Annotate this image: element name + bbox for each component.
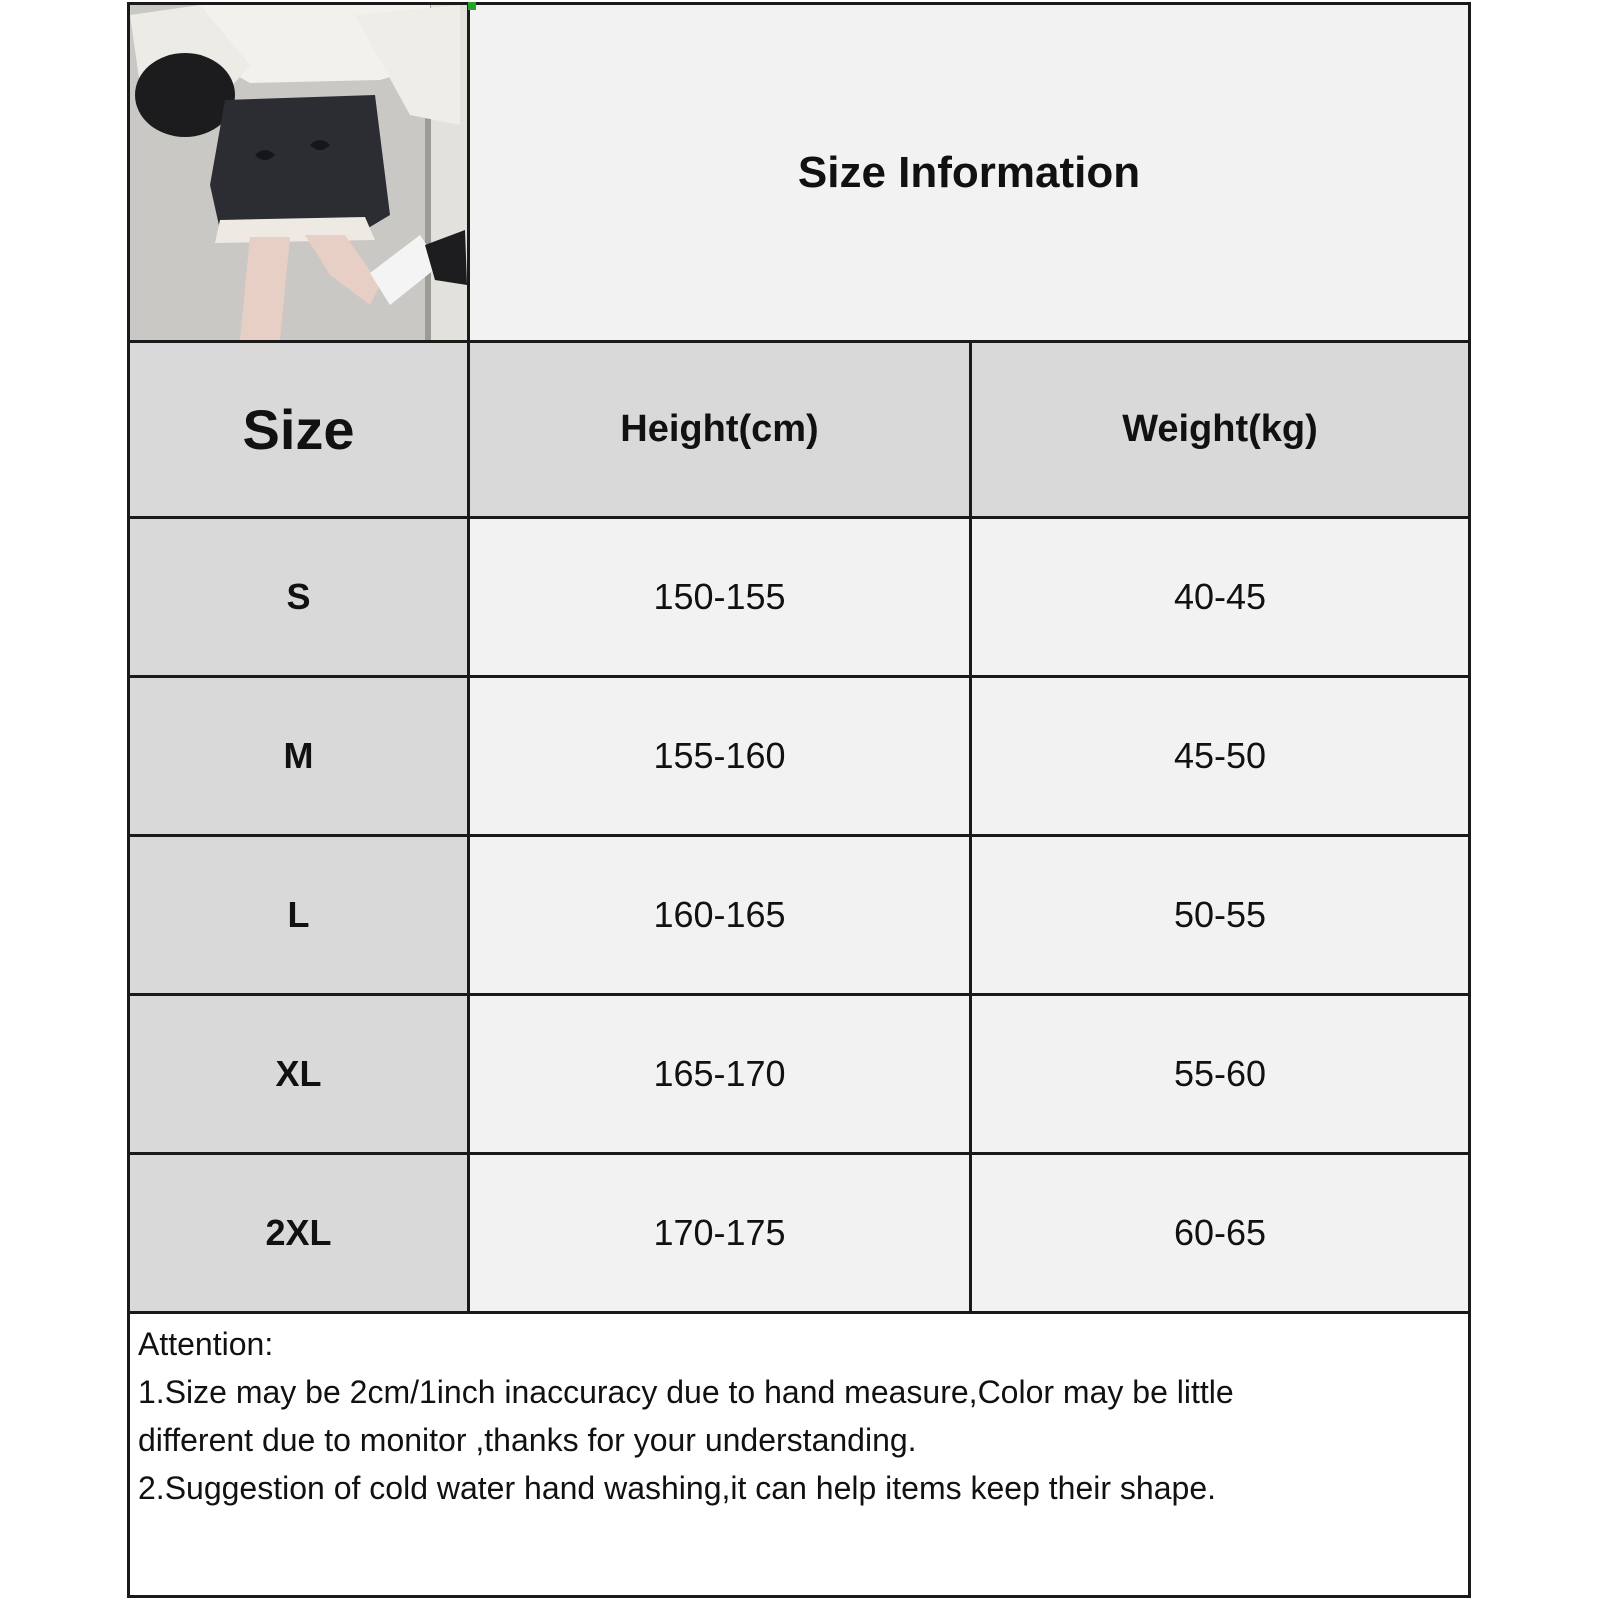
- height-value: 155-160: [653, 735, 786, 776]
- size-header-label: Size: [242, 398, 355, 461]
- weight-value: 50-55: [1173, 894, 1267, 935]
- table-row: [130, 678, 1468, 837]
- weight-cell: [972, 996, 1468, 1152]
- height-value: 170-175: [653, 1212, 786, 1253]
- size-label: L: [287, 894, 310, 935]
- size-cell: [130, 1155, 470, 1311]
- height-cell: [470, 837, 972, 993]
- table-row: [130, 519, 1468, 678]
- product-photo: [130, 5, 470, 343]
- table-row: [130, 837, 1468, 996]
- height-cell: [470, 996, 972, 1152]
- notes-line: 1.Size may be 2cm/1inch inaccuracy due to hand measure,Color may be little: [138, 1374, 1234, 1410]
- weight-column-header: [972, 343, 1468, 516]
- corner-marker: [468, 2, 476, 10]
- height-cell: [470, 1155, 972, 1311]
- height-column-header: [470, 343, 972, 516]
- weight-cell: [972, 837, 1468, 993]
- height-header-label: Height(cm): [620, 408, 819, 450]
- size-chart: [127, 2, 1471, 1598]
- height-cell: [470, 678, 972, 834]
- table-header-row: [130, 343, 1468, 519]
- size-cell: [130, 678, 470, 834]
- weight-cell: [972, 678, 1468, 834]
- weight-value: 45-50: [1173, 735, 1267, 776]
- size-cell: [130, 519, 470, 675]
- notes-line: 2.Suggestion of cold water hand washing,it can help items keep their shape.: [138, 1470, 1216, 1506]
- weight-header-label: Weight(kg): [1122, 408, 1318, 450]
- weight-cell: [972, 1155, 1468, 1311]
- size-label: S: [286, 576, 311, 617]
- size-label: XL: [275, 1053, 322, 1094]
- notes-heading: Attention:: [138, 1326, 274, 1362]
- height-cell: [470, 519, 972, 675]
- skirt-photo-image: [130, 5, 467, 340]
- size-cell: [130, 996, 470, 1152]
- size-cell: [130, 837, 470, 993]
- size-label: 2XL: [265, 1212, 332, 1253]
- page-title: Size Information: [797, 147, 1141, 197]
- height-value: 150-155: [653, 576, 786, 617]
- notes-line: different due to monitor ,thanks for your understanding.: [138, 1422, 917, 1458]
- size-label: M: [283, 735, 314, 776]
- height-value: 165-170: [653, 1053, 786, 1094]
- weight-value: 60-65: [1173, 1212, 1267, 1253]
- table-row: [130, 1155, 1468, 1314]
- weight-value: 40-45: [1173, 576, 1267, 617]
- table-row: [130, 996, 1468, 1155]
- title-cell: [470, 5, 1468, 343]
- size-column-header: [130, 343, 470, 516]
- height-value: 160-165: [653, 894, 786, 935]
- weight-cell: [972, 519, 1468, 675]
- weight-value: 55-60: [1173, 1053, 1267, 1094]
- attention-notes: [130, 1316, 1468, 1595]
